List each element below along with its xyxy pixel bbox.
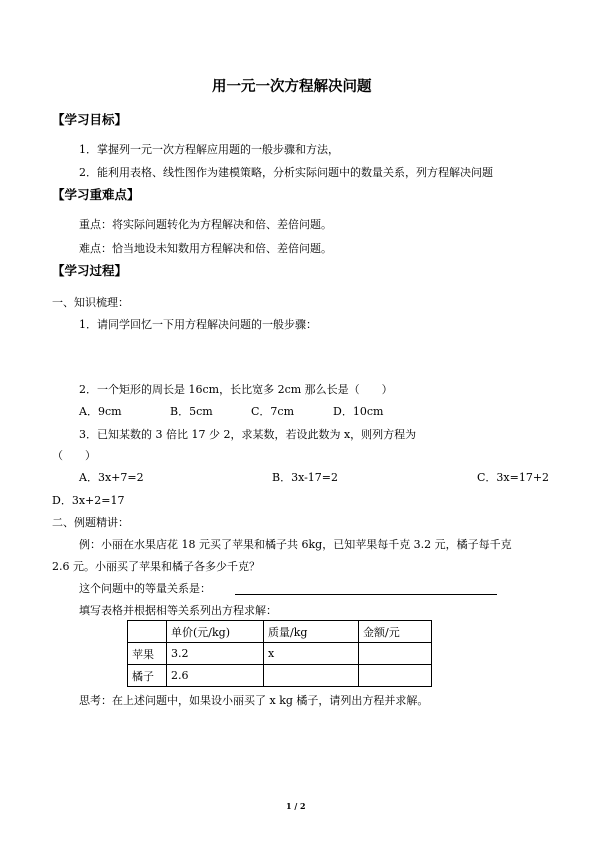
part2-heading: 二、例题精讲：	[52, 516, 129, 529]
table-cell: 橘子	[128, 665, 167, 687]
objective-item-2: 2．能利用表格、线性图作为建模策略，分析实际问题中的数量关系，列方程解决问题	[79, 166, 493, 179]
table-cell[interactable]	[359, 643, 432, 665]
keypoints-heading: 【学习重难点】	[52, 187, 140, 202]
q2-option-c: C．7cm	[251, 405, 295, 418]
table-cell: 2.6	[167, 665, 264, 687]
q3-option-d: D．3x+2=17	[52, 494, 125, 507]
table-header-row	[128, 621, 432, 643]
equal-relation-prompt: 这个问题中的等量关系是：	[79, 582, 211, 595]
think-prompt: 思考：在上述问题中，如果设小丽买了 x kg 橘子，请列出方程并求解。	[79, 694, 429, 707]
table-header-cell	[128, 621, 167, 643]
table-header-cell: 金额/元	[359, 621, 432, 643]
equal-relation-blank[interactable]	[235, 594, 497, 595]
q3-answer-paren: （ ）	[52, 449, 96, 462]
objectives-heading: 【学习目标】	[52, 112, 128, 127]
question-2-stem: 2．一个矩形的周长是 16cm，长比宽多 2cm 那么长是（ ）	[79, 383, 393, 396]
keypoint-difficulty: 难点：恰当地设未知数用方程解决和倍、差倍问题。	[79, 242, 332, 255]
q3-option-c: C．3x=17+2	[477, 471, 550, 484]
table-prompt: 填写表格并根据相等关系列出方程求解：	[79, 604, 277, 617]
q2-option-b: B．5cm	[170, 405, 213, 418]
q3-option-b: B．3x-17=2	[272, 471, 339, 484]
page-number: 1 / 2	[286, 801, 306, 811]
q2-option-d: D．10cm	[333, 405, 384, 418]
process-heading: 【学习过程】	[52, 263, 128, 278]
table-cell: 3.2	[167, 643, 264, 665]
objective-item-1: 1．掌握列一元一次方程解应用题的一般步骤和方法，	[79, 143, 339, 156]
page-title: 用一元一次方程解决问题	[212, 79, 372, 95]
table-cell: 苹果	[128, 643, 167, 665]
table-header-cell: 单价(元/kg)	[167, 621, 264, 643]
table-cell[interactable]	[359, 665, 432, 687]
table-row	[128, 643, 432, 665]
part1-heading: 一、知识梳理：	[52, 296, 129, 309]
table-row	[128, 665, 432, 687]
keypoint-focus: 重点：将实际问题转化为方程解决和倍、差倍问题。	[79, 218, 332, 231]
q2-option-a: A．9cm	[79, 405, 122, 418]
table-header-cell: 质量/kg	[264, 621, 359, 643]
example-line-1: 例：小丽在水果店花 18 元买了苹果和橘子共 6kg，已知苹果每千克 3.2 元，橘子每千克	[79, 538, 512, 551]
question-1: 1．请同学回忆一下用方程解决问题的一般步骤：	[79, 318, 317, 331]
table-cell[interactable]	[264, 665, 359, 687]
question-3-stem: 3．已知某数的 3 倍比 17 少 2，求某数，若设此数为 x，则列方程为	[79, 428, 417, 441]
fruit-table	[127, 620, 432, 687]
q3-option-a: A．3x+7=2	[79, 471, 144, 484]
example-line-2: 2.6 元。小丽买了苹果和橘子各多少千克？	[52, 560, 260, 573]
table-cell[interactable]: x	[264, 643, 359, 665]
